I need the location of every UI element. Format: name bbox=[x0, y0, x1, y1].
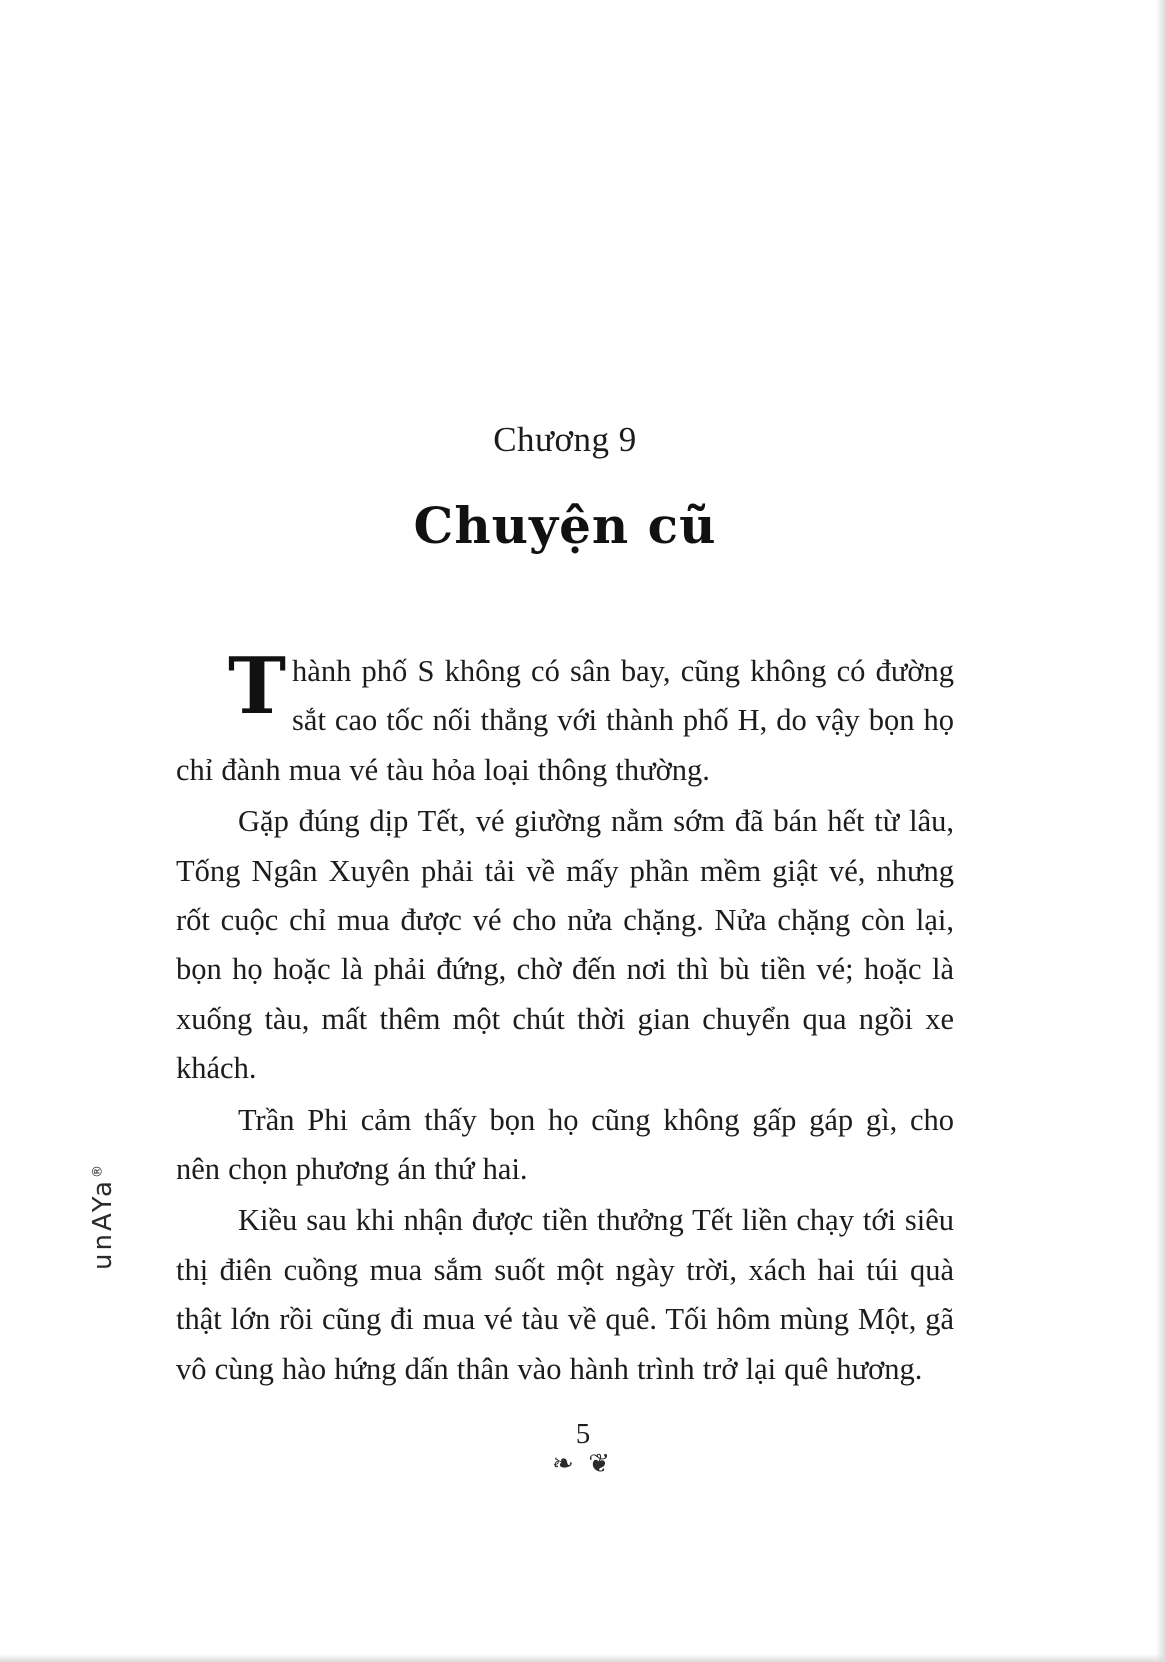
registered-mark: ® bbox=[90, 1162, 106, 1179]
vertical-watermark-text: unAYa bbox=[88, 1178, 118, 1270]
chapter-title: Chuyện cũ bbox=[413, 496, 717, 555]
page-number: 5 bbox=[575, 1418, 591, 1450]
paragraph-4: Kiều sau khi nhận được tiền thưởng Tết liền chạy tới siêu thị điên cuồng mua sắm suốt một ngày trời, xách hai túi quà thật lớn rồi cũng đi mua vé tàu về quê. Tối hôm mùng Một, gã vô cùng hào hứng dấn thân vào hành trình trở lại quê hương. bbox=[176, 1203, 954, 1386]
page-footer bbox=[0, 1420, 1166, 1477]
paragraph-2: Gặp đúng dịp Tết, vé giường nằm sớm đã bán hết từ lâu, Tống Ngân Xuyên phải tải về mấy phần mềm giật vé, nhưng rốt cuộc chỉ mua được vé cho nửa chặng. Nửa chặng còn lại, bọn họ hoặc là phải đứng, chờ đến nơi thì bù tiền vé; hoặc là xuống tàu, mất thêm một chút thời gian chuyển qua ngồi xe khách. bbox=[176, 804, 954, 1086]
chapter-number: Chương 9 bbox=[493, 420, 637, 459]
footer-ornament-icon: ❧ ❦ bbox=[551, 1449, 615, 1478]
page-content bbox=[176, 420, 954, 1396]
paragraph-1 bbox=[176, 641, 954, 795]
paragraph-3: Trần Phi cảm thấy bọn họ cũng không gấp gáp gì, cho nên chọn phương án thứ hai. bbox=[176, 1102, 954, 1187]
page-edge-shadow-right bbox=[1156, 0, 1166, 1662]
drop-cap: T bbox=[228, 641, 287, 732]
page-edge-shadow-bottom bbox=[0, 1654, 1166, 1662]
vertical-watermark bbox=[88, 1162, 118, 1270]
paragraph-1-text: hành phố S không có sân bay, cũng không có đường sắt cao tốc nối thẳng với thành phố H, do vậy bọn họ chỉ đành mua vé tàu hỏa loại thông thường. bbox=[176, 654, 954, 787]
